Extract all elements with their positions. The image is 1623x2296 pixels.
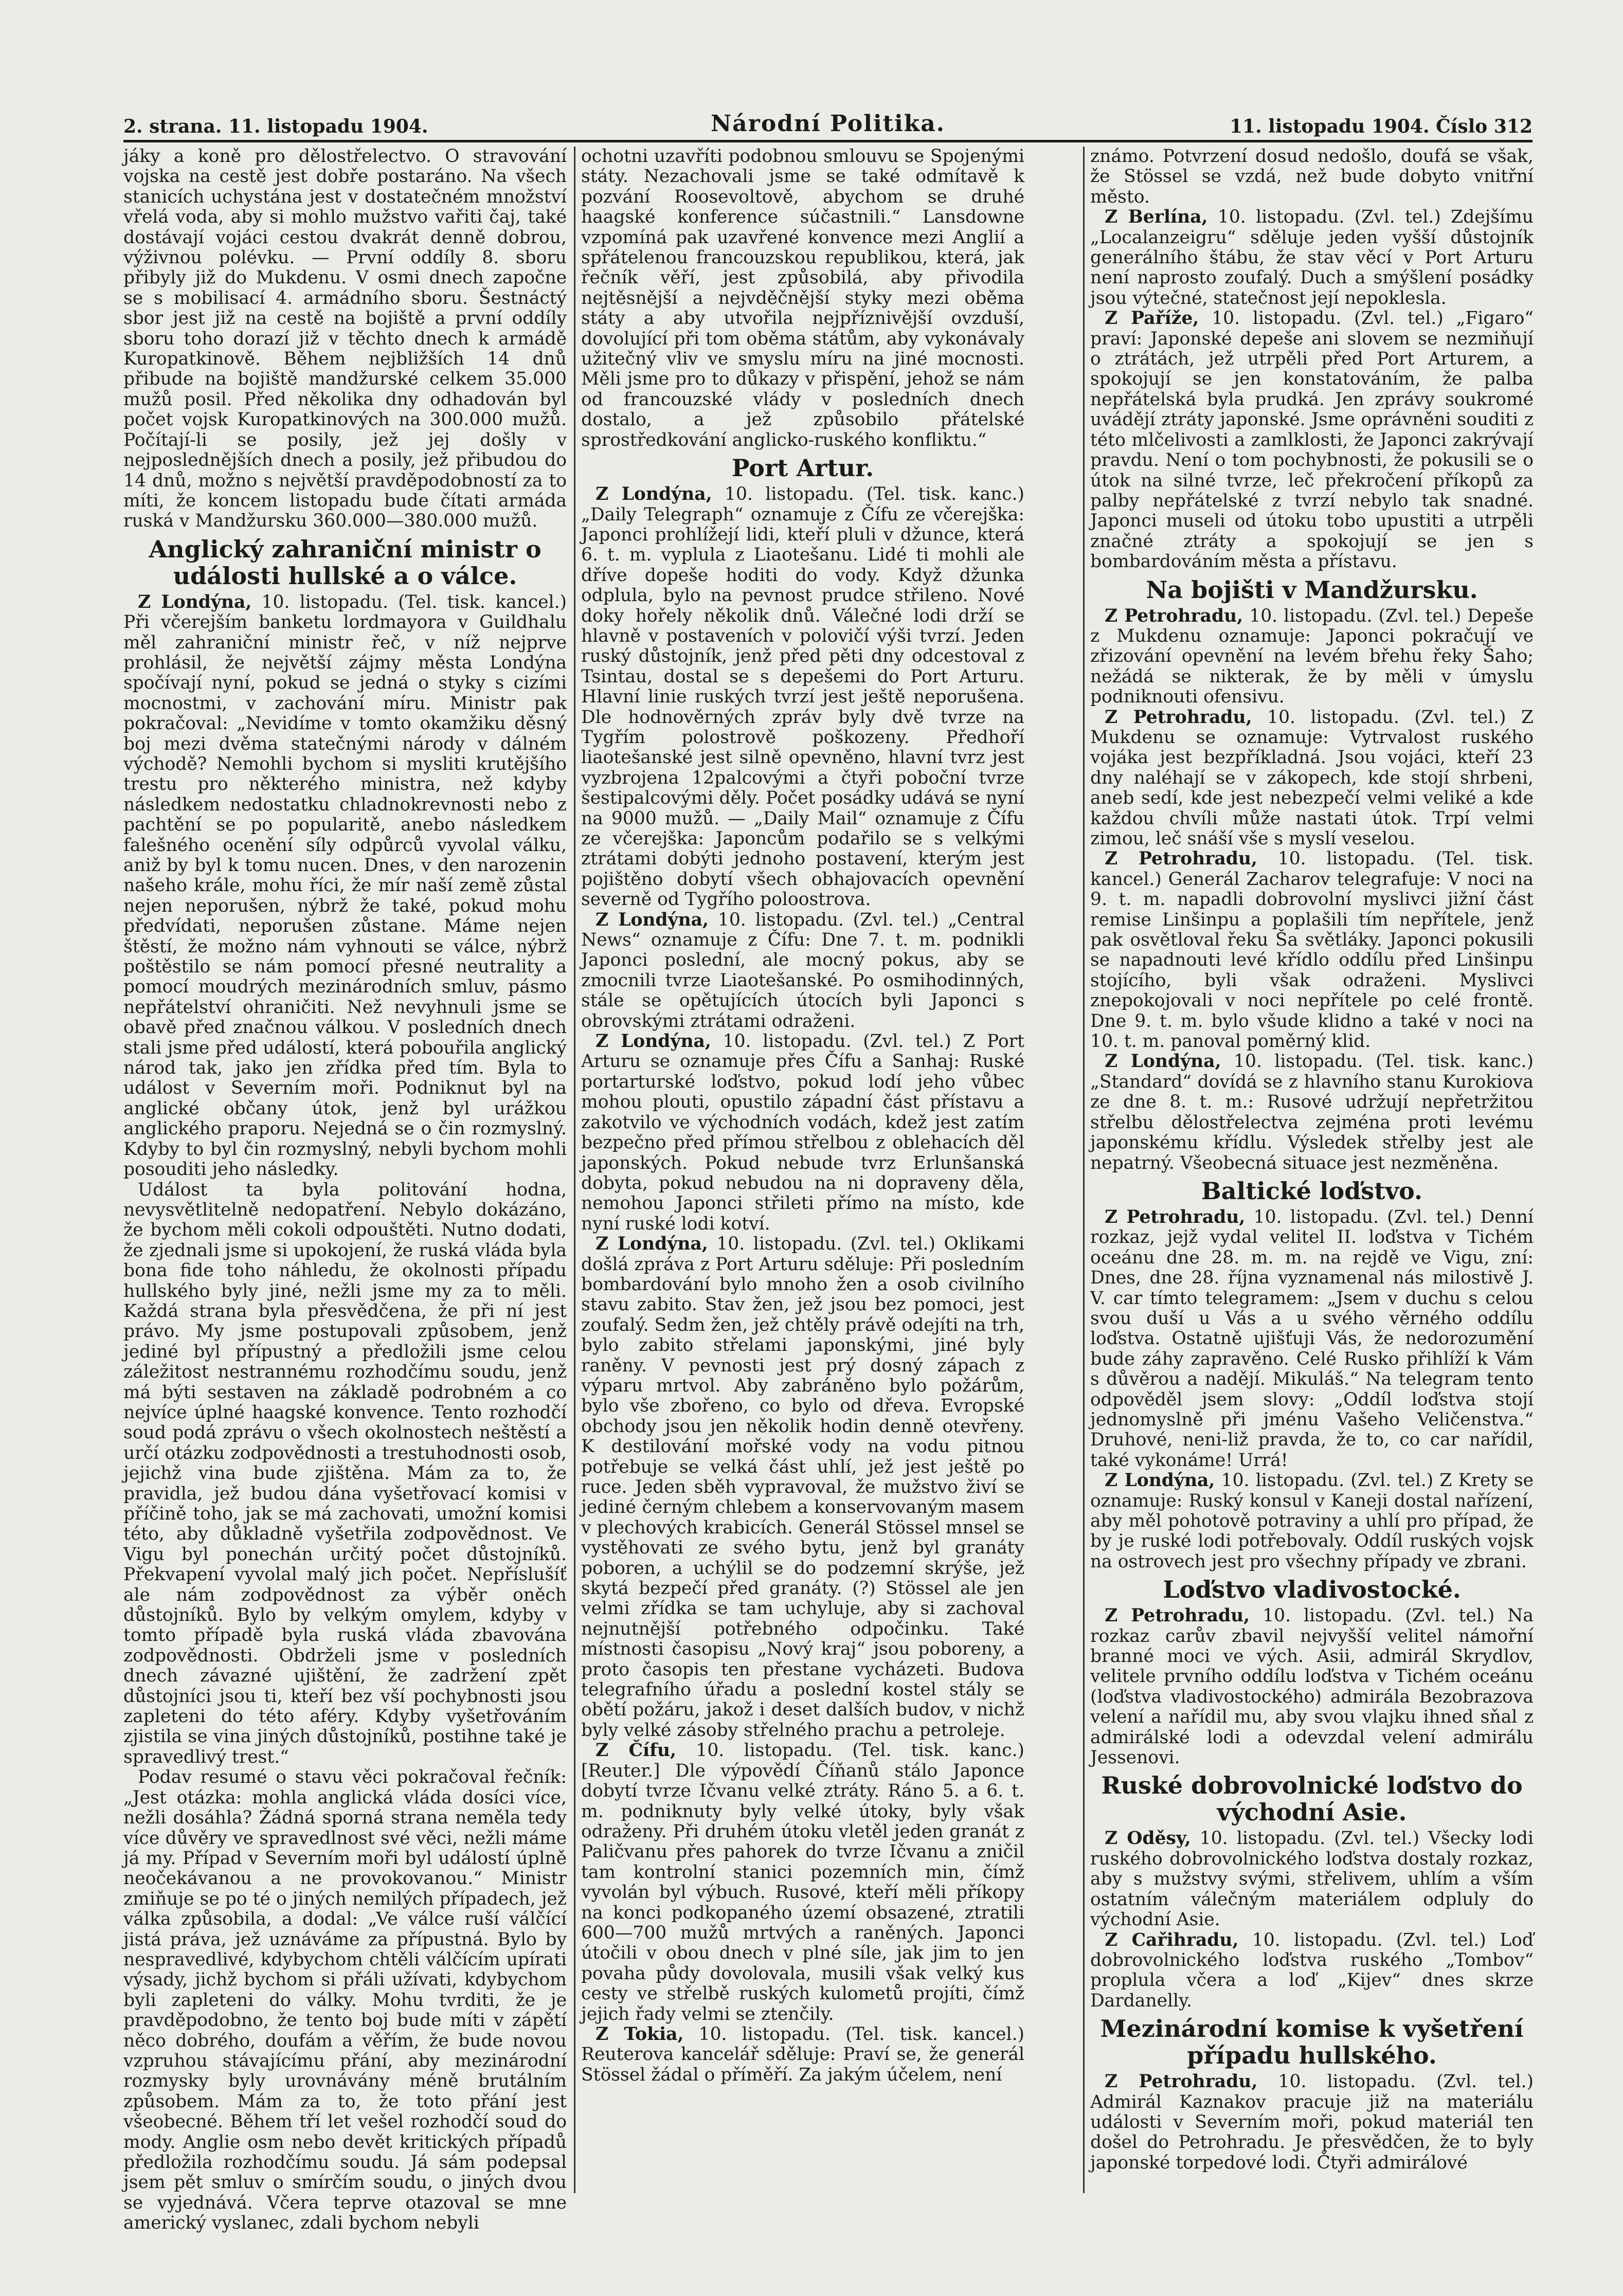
dateline: Z Petrohradu,: [1105, 2071, 1258, 2092]
article-paragraph: Z Londýna, 10. listopadu. (Zvl. tel.) Z Krety se oznamuje: Ruský konsul v Kaneji dostal nařízení, aby měl pohotově potraviny a uhlí pro případ, že by je ruské lodi potřebovaly. Oddíl ruských vojsk na ostrovech jest pro všechny případy ve zbrani.: [1090, 1470, 1534, 1572]
article-heading: Baltické loďstvo.: [1201, 1177, 1423, 1205]
dateline: Z Tokia,: [596, 2023, 684, 2045]
article-paragraph: Z Berlína, 10. listopadu. (Zvl. tel.) Zdejšímu „Localanzeigru“ sděluje jeden vyšší důstojník generálního štábu, že stav věcí v Port Arturu není naprosto zoufalý. Duch a smýšlení posádky jsou výtečné, statečnost její nepoklesla.: [1090, 207, 1534, 309]
dateline: Z Cařihradu,: [1105, 1929, 1239, 1950]
article-heading: Mezinárodní komise k vyšetření případu hullského.: [1100, 2015, 1524, 2070]
article-paragraph: Z Cařihradu, 10. listopadu. (Zvl. tel.) Loď dobrovolnického loďstva ruského „Tombov“ proplula včera a loď „Kijev“ dnes skrze Dardanelly.: [1090, 1929, 1534, 2011]
dateline: Z Londýna,: [596, 1234, 708, 1255]
article-paragraph: Podav resumé o stavu věci pokračoval řečník: „Jest otázka: mohla anglická vláda dosíci více, nežli dosáhla? Žádná sporná strana neměla tedy více důvěry ve spravedlnost své věci, nežli máme já my. Případ v Severním moři byl událostí úplně neočekávanou a ne provokovanou.“ Ministr zmiňuje se po té o jiných nemilých případech, jež válka způsobila, a dodal: „Ve válce ruší válčící jistá práva, jež uznáváme za přípustná. Bylo by nespravedlivé, kdybychom chtěli válčícím upírati výsady, jichž bychom si přáli užívati, kdybychom byli zapleteni do války. Mohu tvrditi, že je pravděpodobno, že tento boj bude míti v zápětí něco dobrého, doufám a věřím, že bude novou vzpruhou stávajícímu přání, aby mezinárodní rozmysky byly urovnávány méně brutálním způsobem. Mám za to, že toto přání jest všeobecné. Během tří let vešel rozhodčí soud do mody. Anglie osm nebo devět kritických případů předložila rozhodčímu soudu. Já sám podepsal jsem pět smluv o smírčím soudu, o jiných dvou se vyjednává. Včera teprve otazoval se mne americký vyslanec, zdali bychom nebyli: [123, 1767, 567, 2234]
article-paragraph: Z Londýna, 10. listopadu. (Tel. tisk. kancel.) Při včerejším banketu lordmayora v Guildhalu měl zahraniční ministr řeč, v níž nejprve prohlásil, že největší zájmy města Londýna spočívají nyní, pokud se jedná o styky s cizími mocnostmi, v zachování míru. Ministr pak pokračoval: „Nevidíme v tomto okamžiku děsný boj mezi dvěma statečnými národy v dálném východě? Nemohli bychom si mysliti krutějšího trestu pro některého ministra, než kdyby následkem nedostatku chladnokrevnosti nebo z pachtění se po popularitě, anebo následkem falešného ocenění síly odpůrců vyvolal válku, aniž by byl k tomu nucen. Dnes, v den narozenin našeho krále, mohu říci, že mír naší země zůstal nejen neporušen, nýbrž že také, pokud mohu předvídati, neporušen zůstane. Máme nejen štěstí, že možno nám vyhnouti se válce, nýbrž poštěstilo se nám pomocí přesné neutrality a pomocí moudrých mezinárodních smluv, pásmo nepřátelství ohraničiti. Než nevyhnuli jsme se obavě před značnou válkou. V posledních dnech stali jsme před událostí, která pobouřila anglický národ tak, jako jen zřídka před tím. Byla to událost v Severním moři. Podniknut byl na anglické občany útok, jenž byl urážkou anglického praporu. Nejedná se o čin rozmyslný. Kdyby to byl čin rozmyslný, nebyli bychom mohli posouditi jeho následky.: [123, 591, 567, 1180]
dateline: Z Oděsy,: [1105, 1828, 1191, 1849]
dateline: Z Londýna,: [138, 591, 252, 612]
article-paragraph: Z Petrohradu, 10. listopadu. (Zvl. tel.) Denní rozkaz, jejž vydal velitel II. loďstva v Tichém oceánu dne 28. m. m. na rejdě ve Vigu, zní: Dnes, dne 28. října vyznamenal nás milostivě J. V. car tímto telegramem: „Jsem v duchu s celou svou duší u Vás a u svého věrného oddílu loďstva. Ostatně ujišťuji Vás, že nedorozumění bude záhy zapravěno. Celé Rusko přihlíží k Vám s důvěrou a nadějí. Mikuláš.“ Na telegram tento odpověděl jsem slovy: „Oddíl loďstva stojí jednomyslně při jménu Vašeho Veličenstva.“ Druhové, neni-liž pravda, že to, co car nařídil, také vykonáme! Urrá!: [1090, 1206, 1534, 1471]
article-heading: Port Artur.: [731, 454, 874, 482]
article-paragraph: Z Tokia, 10. listopadu. (Tel. tisk. kancel.) Reuterova kancelář sděluje: Praví se, že generál Stössel žádal o příměří. Za jakým účelem, není: [581, 2023, 1025, 2085]
article-paragraph: Událost ta byla politování hodna, nevysvětlitelně nedopatření. Nebylo dokázáno, že bychom měli cokoli odpouštěti. Nutno dodati, že zjednali jsme si upokojení, že ruská vláda byla bona fide toho náhledu, že okolnosti případu hullského byly jiné, nežli jsme my za to měli. Každá strana byla přesvědčena, že při ní jest právo. My jsme postupovali způsobem, jenž jediné byl přípustný a předložili jsme celou záležitost nestrannému rozhodčímu soudu, jenž má býti sestaven na základě podrobném a co nejvíce úplné haagské konvence. Tento rozhodčí soud podá zprávu o všech okolnostech neštěstí a určí otázku zodpovědnosti a trestuhodnosti osob, jejichž vina bude zjištěna. Mám za to, že pravidla, jež budou dána vyšetřovací komisi v příčině toho, jak se má zachovati, umožní komisi této, aby důkladně vyšetřila zodpovědnost. Ve Vigu byl ponechán určitý počet důstojníků. Překvapení vyvolal malý jich počet. Nepříslušíť ale nám zodpovědnost za výběr oněch důstojníků. Bylo by velkým omylem, kdyby v tomto případě byla ruská vláda zbavována zodpovědnosti. Obdrželi jsme v posledních dnech závazné ujištění, že zadržení zpět důstojníci jsou ti, kteří bez vší pochybnosti jsou zapleteni do této aféry. Kdyby vyšetřováním zjistila se vina jiných důstojníků, postihne také je spravedlivý trest.“: [123, 1179, 567, 1767]
header-right: 11. listopadu 1904. Číslo 312: [1229, 116, 1532, 137]
article-paragraph: Z Petrohradu, 10. listopadu. (Zvl. tel.) Na rozkaz carův zbavil nejvyšší velitel námořní branné moci ve vých. Asii, admirál Skrydlov, velitele prvního oddílu loďstva v Tichém oceánu (loďstva vladivostockého) admirála Bezobrazova velení a nařídil mu, aby svou vlajku ihned sňal z admirálské lodi a odevzdal velení admirálu Jessenovi.: [1090, 1605, 1534, 1768]
article-heading: Anglický zahraniční ministr o události hullské a o válce.: [149, 535, 542, 590]
article-paragraph: Z Londýna, 10. listopadu. (Tel. tisk. kanc.) „Standard“ dovídá se z hlavního stanu Kurokiova ze dne 8. t. m.: Rusové udržují nepřetržitou střelbu dělostřelectva zejména proti levému japonskému křídlu. Výsledek střelby jest ale nepatrný. Všeobecná situace jest nezměněna.: [1090, 1051, 1534, 1173]
dateline: Z Londýna,: [1105, 1051, 1221, 1072]
article-heading: Loďstvo vladivostocké.: [1163, 1576, 1461, 1604]
article-paragraph: ochotni uzavříti podobnou smlouvu se Spojenými státy. Nezachovali jsme se také odmítavě k pozvání Roosevoltově, abychom se druhé haagské konference súčastnili.“ Lansdowne vzpomíná pak uzavřené konvence mezi Anglií a spřátelenou francouzskou republikou, která, jak řečník věří, jest způsobilá, aby přivodila nejtěsnější a nejvděčnější styky mezi oběma státy a aby utvořila nejpříznivější ovzduší, dovolující při tom oběma státům, aby vykonávaly užitečný vliv ve smyslu míru na jiné mocnosti. Měli jsme pro to důkazy v přispění, jehož se nám od francouzské vlády v posledních dnech dostalo, a jež způsobilo přátelské sprostředkování anglicko-ruského konfliktu.“: [581, 146, 1024, 450]
column-2: [581, 147, 1024, 2193]
article-paragraph: Z Londýna, 10. listopadu. (Tel. tisk. kanc.) „Daily Telegraph“ oznamuje z Čífu ze včerejška: Japonci prohlížejí lidi, kteří pluli v džunce, která 6. t. m. vyplula z Liaotešanu. Lidé ti mohli ale dříve dopeše hoditi do vody. Když džunka odplula, bylo na pevnost prudce střileno. Nové doky hořely několik dnů. Válečné lodi drží se hlavně v postaveních v polovičí výši tvrzí. Jeden ruský důstojník, jenž před pěti dny odcestoval z Tsintau, dostal se s depešemi do Port Arturu. Hlavní linie ruských tvrzí jest ještě neporušena. Dle hodnověrných zpráv byly dvě tvrze na Tygřím polostrově poškozeny. Předhoří liaotešanské jest silně opevněno, hlavní tvrz jest vyzbrojena 12palcovými a čtyři poboční tvrze šestipalcovými děly. Počet posádky udává se nyní na 9000 mužů. — „Daily Mail“ oznamuje z Čífu ze včerejška: Japoncům podařilo se s velkými ztrátami dobýti jednoho postavení, kterým jest pojištěno dobytí všech obhajovacích opevnění severně od Tygřího poloostrova.: [581, 484, 1024, 910]
dateline: Z Londýna,: [1105, 1470, 1215, 1491]
column-divider: [1083, 147, 1085, 2193]
dateline: Z Berlína,: [1105, 207, 1208, 228]
article-paragraph: Z Petrohradu, 10. listopadu. (Zvl. tel.) Admirál Kaznakov pracuje již na materiálu události v Severním moři, pokud materiál ten došel do Petrohradu. Je přesvědčen, že to byly japonské torpedové lodi. Čtyři admirálové: [1090, 2071, 1534, 2173]
header-left: 2. strana. 11. listopadu 1904.: [123, 116, 428, 137]
header-rule: [123, 140, 1532, 142]
article-paragraph: Z Petrohradu, 10. listopadu. (Zvl. tel.) Z Mukdenu se oznamuje: Vytrvalost ruského vojáka jest bezpříkladná. Jsou vojáci, kteří 23 dny naléhají se v zákopech, kde stojí shrbeni, aneb sedí, kde jest nebezpečí velmi veliké a kde každou chvíli může nastati útok. Trpí velmi zimou, leč snáší vše s myslí veselou.: [1090, 707, 1534, 849]
dateline: Z Paříže,: [1105, 308, 1199, 329]
dateline: Z Londýna,: [596, 1031, 711, 1052]
article-paragraph: Z Petrohradu, 10. listopadu. (Zvl. tel.) Depeše z Mukdenu oznamuje: Japonci pokračují ve zřizování opevnění na levém břehu řeky Šaho; nežádá se nikterak, že by měli v úmyslu podniknouti ofensivu.: [1090, 605, 1534, 708]
article-paragraph: Z Londýna, 10. listopadu. (Zvl. tel.) Z Port Arturu se oznamuje přes Čífu a Sanhaj: Ruské portarturské loďstvo, pokud lodí jeho vůbec mohou plouti, opustilo západní část přístavu a zakotvilo ve východních vodách, kdež jest zatím bezpečno před přímou střelbou z oblehacích děl japonských. Pokud nebude tvrz Erlunšanská dobyta, pokud nebudou na ni dopraveny děla, nemohou Japonci střileti přímo na místo, kde nyní ruské lodi kotví.: [581, 1031, 1024, 1234]
article-paragraph: Z Londýna, 10. listopadu. (Zvl. tel.) Oklikami došlá zpráva z Port Arturu sděluje: Při posledním bombardování bylo mnoho žen a osob civilního stavu zabito. Stav žen, jež jsou bez pomoci, jest zoufalý. Sedm žen, jež chtěly právě odejíti na trh, bylo zabito střelami japonskými, jiné byly raněny. V pevnosti jest prý dosný zápach z výparu mrtvol. Aby zabráněno bylo požárům, bylo vše zbořeno, co bylo od dřeva. Evropské obchody jsou jen několik hodin denně otevřeny. K destilování mořské vody na vodu pitnou potřebuje se velká část uhlí, jež jest ještě po ruce. Jeden sběh vypravoval, že mužstvo živí se jediné černým chlebem a konservovaným masem v plechových krabicích. Generál Stössel mnsel se vystěhovati ze svého bytu, jenž byl granáty poboren, a uchýlil se do podzemní skrýše, jež skytá bezpečí před granáty. (?) Stössel ale jen velmi zřídka se tam uchyluje, aby si zachoval nejnutnější potřebného odpočinku. Také místnosti časopisu „Nový kraj“ jsou poboreny, a proto časopis ten přestane vycházeti. Budova telegrafního úřadu a poslední kostel stály se obětí požáru, jakož i deset dalších budov, v nichž byly velké zásoby střelného prachu a petroleje.: [581, 1234, 1024, 1741]
article-heading: Ruské dobrovolnické loďstvo do východní Asie.: [1101, 1771, 1523, 1827]
article-heading: Na bojišti v Mandžursku.: [1146, 575, 1478, 604]
dateline: Z Petrohradu,: [1105, 848, 1257, 870]
dateline: Z Petrohradu,: [1105, 605, 1243, 626]
column-1: [123, 146, 567, 2234]
column-divider: [574, 147, 575, 2193]
dateline: Z Londýna,: [596, 909, 709, 930]
article-paragraph: Z Paříže, 10. listopadu. (Zvl. tel.) „Figaro“ praví: Japonské depeše ani slovem se nezmiňují o ztrátách, jež utrpěli před Port Arturem, a spokojují se jen konstatováním, že palba nepřátelská byla prudká. Jen zprávy soukromé uvádějí ztráty japonské. Jsme oprávněni souditi z této mlčelivosti a zamlklosti, že Japonci zakrývají pravdu. Není o tom pochybnosti, že pokusili se o útok na silné tvrze, leč překročení příkopů za palby nepřátelské z tvrzí nebylo tak snadné. Japonci museli od útoku tobo upustiti a utrpěli značné ztráty a spokojují se jen s bombardováním města a přístavu.: [1090, 308, 1534, 572]
column-3: [1090, 147, 1534, 2193]
article-paragraph: Z Petrohradu, 10. listopadu. (Tel. tisk. kancel.) Generál Zacharov telegrafuje: V noci na 9. t. m. napadli dobrovolní myslivci jižní část remise Linšinpu a poplašili tím nepřítele, jenž pak osvětloval řeku Ša světláky. Japonci pokusili se napadnouti levé křídlo oddílu před Linšinpu stojícího, byli však odraženi. Myslivci znepokojovali v noci nepřítele po celé frontě. Dne 9. t. m. bylo všude klidno a také v noci na 10. t. m. panoval poměrný klid.: [1090, 848, 1534, 1052]
article-paragraph: známo. Potvrzení dosud nedošlo, doufá se však, že Stössel se vzdá, než bude dobyto vnitřní město.: [1090, 146, 1534, 207]
dateline: Z Petrohradu,: [1105, 1605, 1250, 1626]
article-paragraph: jáky a koně pro dělostřelectvo. O stravování vojska na cestě jest dobře postaráno. Na všech stanicích uchystána jest v dostatečném množství vřelá voda, aby si mohlo mužstvo vařiti čaj, také dostávají vojáci cestou dvakrát denně dobrou, výživnou polévku. — První oddíly 8. sboru přibyly již do Mukdenu. V osmi dnech započne se s mobilisací 4. armádního sboru. Šestnáctý sbor jest již na cestě na bojiště a první oddíly sboru toho dorazí již v těchto dnech k armádě Kuropatkinově. Během nejbližších 14 dnů přibude na bojiště mandžurské celkem 35.000 mužů posil. Před několika dny odhadován byl počet vojsk Kuropatkinových na 300.000 mužů. Počítají-li se posily, jež jej došly v nejposlednějších dnech a posily, jež přibudou do 14 dnů, možno s největší pravděpodobností za to míti, že koncem listopadu bude čítati armáda ruská v Mandžursku 360.000—380.000 mužů.: [123, 146, 567, 532]
dateline: Z Londýna,: [596, 484, 712, 505]
article-paragraph: Z Čífu, 10. listopadu. (Tel. tisk. kanc.) [Reuter.] Dle výpovědí Číňanů stálo Japonce dobytí tvrze Ičvanu velké ztráty. Ráno 5. a 6. t. m. podniknuty byly velké útoky, byly však odraženy. Při druhém útoku vletěl jeden granát z Paličvanu přes pahorek do tvrze Ičvanu a zničil tam kontrolní stanici pozemních min, čímž vyvolán byl výbuch. Rusové, kteří měli příkopy na konci podkopaného území obsazené, ztratili 600—700 mužů mrtvých a raněných. Japonci útočili v obou dnech v plné síle, jak jim to jen povaha půdy dovolovala, musili však velký kus cesty ve střelbě ruských kulometů projíti, čímž jejich řady velmi se ztenčily.: [581, 1740, 1024, 2024]
dateline: Z Petrohradu,: [1105, 707, 1252, 728]
dateline: Z Petrohradu,: [1105, 1206, 1246, 1227]
masthead: Národní Politika.: [710, 111, 946, 137]
dateline: Z Čífu,: [596, 1740, 677, 1761]
article-paragraph: Z Londýna, 10. listopadu. (Zvl. tel.) „Central News“ oznamuje z Čífu: Dne 7. t. m. podnikli Japonci poslední, ale mocný pokus, aby se zmocnili tvrze Liaotešanské. Po osmihodinných, stále se opětujících útocích byli Japonci s obrovskými ztrátami odraženi.: [581, 909, 1024, 1032]
article-paragraph: Z Oděsy, 10. listopadu. (Zvl. tel.) Všecky lodi ruského dobrovolnického loďstva dostaly rozkaz, aby s mužstvy svými, střelivem, uhlím a vším ostatním válečným materiálem odpluly do východní Asie.: [1090, 1828, 1534, 1930]
page-header: [123, 111, 1532, 141]
